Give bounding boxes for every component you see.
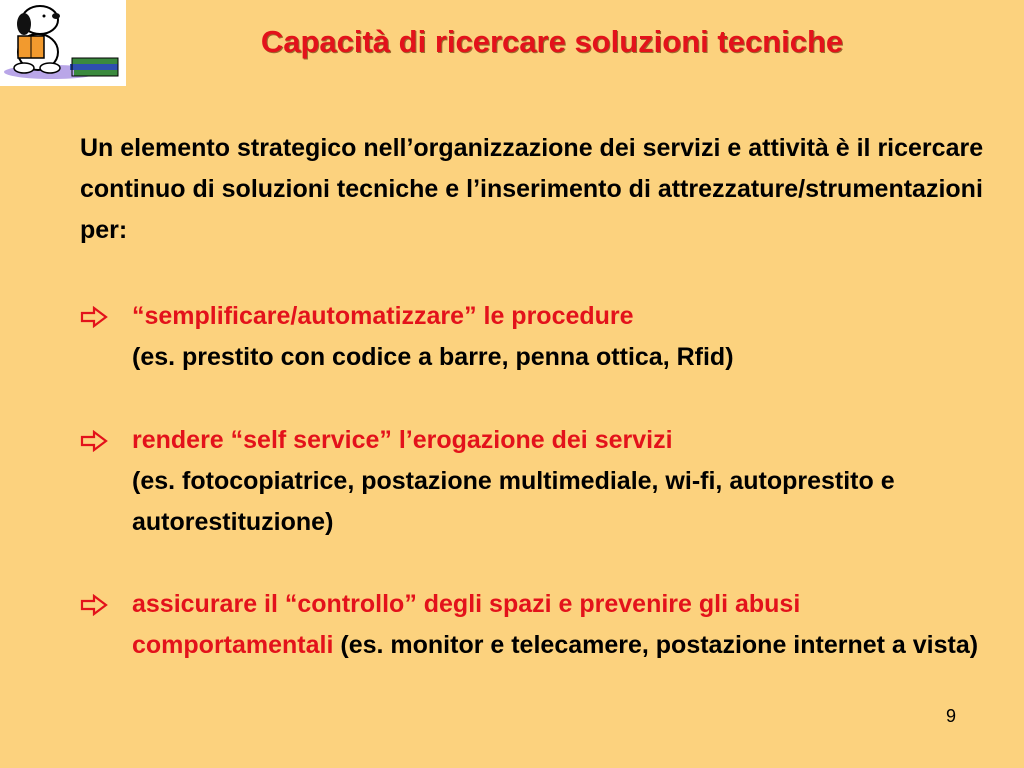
bullet-detail: (es. fotocopiatrice, postazione multimediale, wi-fi, autoprestito e autorestituzione) (132, 467, 895, 536)
bullet-detail: (es. monitor e telecamere, postazione internet a vista) (340, 631, 979, 659)
hollow-right-arrow-icon (80, 594, 108, 616)
intro-paragraph: Un elemento strategico nell’organizzazione dei servizi e attività è il ricercare continuo di soluzioni tecniche e l’inserimento di attrezzature/strumentazioni per: (80, 134, 984, 244)
bullet-detail: (es. prestito con codice a barre, penna ottica, Rfid) (132, 343, 734, 371)
bullet-highlight: rendere “self service” l’erogazione dei servizi (132, 426, 673, 454)
bullet-highlight: assicurare il “controllo” degli spazi e prevenire gli abusi comportamentali (132, 590, 801, 659)
slide-title: Capacità di ricercare soluzioni tecniche (260, 24, 844, 59)
hollow-right-arrow-icon (80, 430, 108, 452)
bullet-highlight: “semplificare/automatizzare” le procedure (132, 302, 634, 330)
hollow-right-arrow-icon (80, 306, 108, 328)
page-number: 9 (946, 706, 957, 726)
bullet-item (80, 584, 1000, 666)
bullet-item (80, 420, 1000, 543)
bullet-item (80, 296, 1000, 378)
